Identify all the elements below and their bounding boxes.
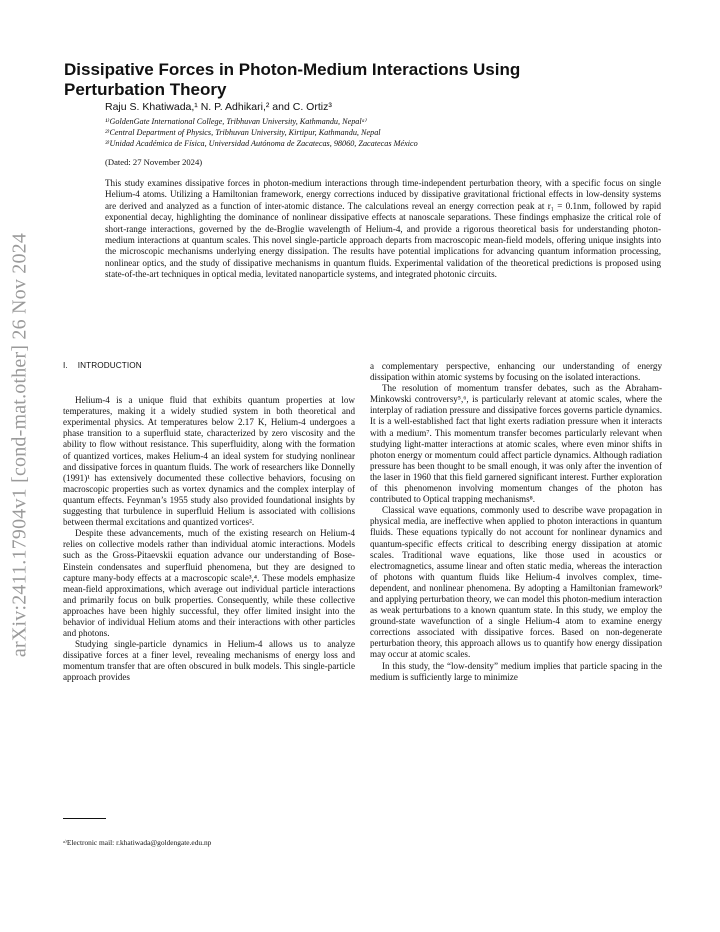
footnote-rule [63, 818, 106, 819]
affiliation-1: ¹⁾GoldenGate International College, Tribhuvan University, Kathmandu, Nepalᵃ⁾ [105, 117, 367, 126]
affiliation-3: ³⁾Unidad Académica de Física, Universidad Autónoma de Zacatecas, 98060, Zacatecas México [105, 139, 418, 148]
paragraph: Helium-4 is a unique fluid that exhibits quantum properties at low temperatures, making it a widely studied system in both theoretical and experimental physics. At temperatures below 2.17 K, Helium-4 undergoes a phase transition to a superfluid state, characterized by zero viscosity and the ability to flow without resistance. This superfluidity, along with the formation of quantized vortices, makes Helium-4 an ideal system for studying nonlinear and dissipative forces in quantum fluids. The work of researchers like Donnelly (1991)¹ has extensively documented these collective behaviors, focusing on macroscopic properties such as vortex dynamics and the complex interplay of quantum effects. Feynman’s 1955 study also provided foundational insights by suggesting that turbulence in superfluid Helium is associated with collisions between thermal excitations and quantized vortices². [63, 395, 355, 528]
section-title: INTRODUCTION [77, 361, 142, 370]
affiliation-2: ²⁾Central Department of Physics, Tribhuvan University, Kirtipur, Kathmandu, Nepal [105, 128, 381, 137]
paragraph: a complementary perspective, enhancing our understanding of energy dissipation within atomic systems by focusing on the isolated interactions. [370, 361, 662, 383]
left-column [63, 360, 355, 684]
paper-title: Dissipative Forces in Photon-Medium Interactions Using Perturbation Theory [64, 60, 521, 99]
right-column [370, 361, 662, 683]
abstract: This study examines dissipative forces in photon-medium interactions through time-independent perturbation theory, with a specific focus on single Helium-4 atoms. Utilizing a Hamiltonian framework, energy corrections induced by dissipative gravitational frictional effects in low-density systems are derived and analyzed as a function of inter-atomic distance. The calculations reveal an energy correction peak at r₁ = 0.1nm, followed by rapid exponential decay, highlighting the dominance of nonlinear dissipative effects at nanoscale separations. These findings emphasize the critical role of short-range interactions, governed by the de-Broglie wavelength of Helium-4, and provide a rigorous theoretical basis for understanding photon-medium interactions at quantum scales. This novel single-particle approach departs from macroscopic mean-field models, offering unique insights into the microscopic mechanisms underlying energy dissipation. The results have potential implications for advancing quantum information processing, nonlinear optics, and the study of dissipative mechanisms in quantum fluids. Experimental validation of the theoretical predictions is proposed using state-of-the-art techniques in optical media, levitated nanoparticle systems, and integrated photonic circuits. [105, 178, 661, 280]
footnote-email: ᵃ⁾Electronic mail: r.khatiwada@goldengate.edu.np [63, 838, 212, 847]
paragraph: The resolution of momentum transfer debates, such as the Abraham-Minkowski controversy⁵,⁶, is particularly relevant at atomic scales, where the interplay of radiation pressure and dissipative forces governs particle dynamics. It is a well-established fact that light exerts radiation pressure when it interacts with a medium⁷. This momentum transfer becomes particularly relevant when studying light-matter interactions at atomic scales, where even minor shifts in photon energy or momentum could affect particle dynamics. Although radiation pressure has been thought to be small enough, it was only after the invention of the laser in 1960 that this field garnered significant interest. Further exploration of this phenomenon involving momentum changes of the photon has contributed to Optical trapping mechanisms⁸. [370, 383, 662, 505]
arxiv-identifier: arXiv:2411.17904v1 [cond-mat.other] 26 Nov 2024 [8, 232, 31, 658]
date-line: (Dated: 27 November 2024) [105, 157, 203, 167]
paragraph: In this study, the “low-density” medium implies that particle spacing in the medium is sufficiently large to minimize [370, 660, 662, 682]
section-number: I. [63, 361, 68, 370]
paragraph: Studying single-particle dynamics in Helium-4 allows us to analyze dissipative forces at a finer level, revealing mechanisms of energy loss and momentum transfer that are often obscured in bulk models. This single-particle approach provides [63, 639, 355, 683]
section-heading [63, 360, 355, 371]
author-list: Raju S. Khatiwada,¹ N. P. Adhikari,² and C. Ortiz³ [105, 101, 332, 113]
paragraph: Despite these advancements, much of the existing research on Helium-4 relies on collective models rather than individual atomic interactions. Models such as the Gross-Pitaevskii equation advance our understanding of Bose-Einstein condensates and superfluid phenomena, but they are designed to capture many-body effects at a macroscopic scale³,⁴. These models emphasize mean-field approximations, which average out individual particle interactions and primarily focus on bulk properties. Consequently, while these collective approaches have been highly successful, they offer limited insight into the behavior of individual Helium atoms and their interactions with other particles and photons. [63, 528, 355, 639]
arxiv-sidebar [0, 0, 40, 932]
paragraph: Classical wave equations, commonly used to describe wave propagation in physical media, are ineffective when applied to photon interactions in quantum fluids. These equations typically do not account for nonlinear dynamics and quantum-specific effects critical to describing energy dissipation at atomic scales. Traditional wave equations, like those used in acoustics or electromagnetics, assume linear and often static media, whereas the interaction of photons with quantum fluids like Helium-4 involves complex, time-dependent, and nonlinear phenomena. By adopting a Hamiltonian framework⁹ and applying perturbation theory, we can model this photon-medium interaction as weak perturbations to a known quantum state. In this study, we employ the ground-state wavefunction of a single Helium-4 atom to examine energy corrections associated with dissipative forces. Based on non-degenerate perturbation theory, this approach allows us to quantify how energy dissipation may occur at atomic scales. [370, 505, 662, 660]
